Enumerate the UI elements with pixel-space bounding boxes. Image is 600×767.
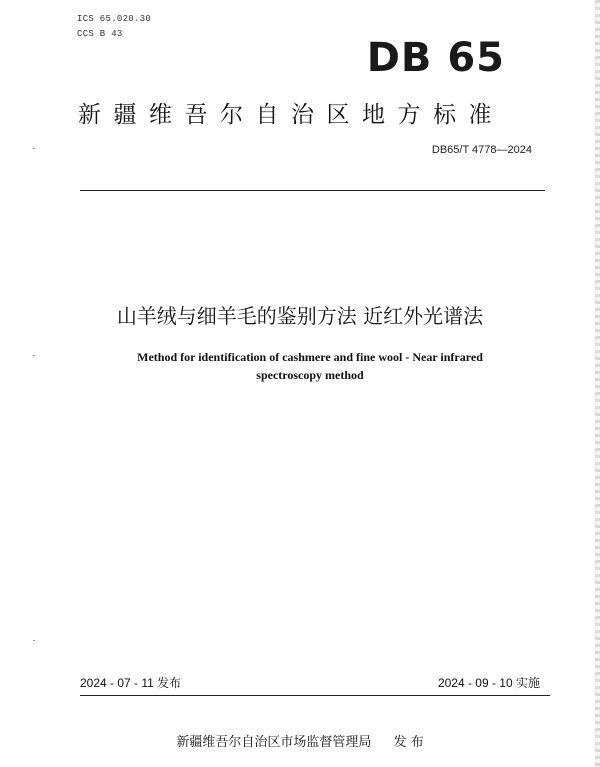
standard-number: DB65/T 4778—2024 bbox=[431, 144, 532, 156]
scan-speck bbox=[33, 148, 35, 149]
db65-logo: DB 65 bbox=[366, 35, 505, 81]
scan-speck bbox=[33, 640, 35, 641]
publisher-name: 新疆维吾尔自治区市场监督管理局 bbox=[176, 735, 372, 750]
ics-code: ICS 65.020.30 bbox=[77, 14, 152, 24]
issuer-title: 新疆维吾尔自治区地方标准 bbox=[78, 102, 504, 128]
title-chinese: 山羊绒与细羊毛的鉴别方法 近红外光谱法 bbox=[116, 304, 484, 328]
publisher-line bbox=[0, 731, 600, 750]
title-english bbox=[110, 348, 510, 384]
scan-edge bbox=[595, 0, 600, 767]
title-english-line1: Method for identification of cashmere and fine wool - Near infrared bbox=[137, 350, 483, 364]
implementation-date: 2024 - 09 - 10 实施 bbox=[437, 676, 540, 690]
footer-divider bbox=[80, 695, 550, 696]
publisher-action: 发 布 bbox=[393, 735, 424, 750]
title-english-line2: spectroscopy method bbox=[256, 368, 364, 382]
header-divider bbox=[80, 190, 545, 191]
issue-date: 2024 - 07 - 11 发布 bbox=[80, 676, 182, 690]
ccs-code: CCS B 43 bbox=[77, 29, 123, 39]
scan-speck bbox=[33, 355, 35, 356]
